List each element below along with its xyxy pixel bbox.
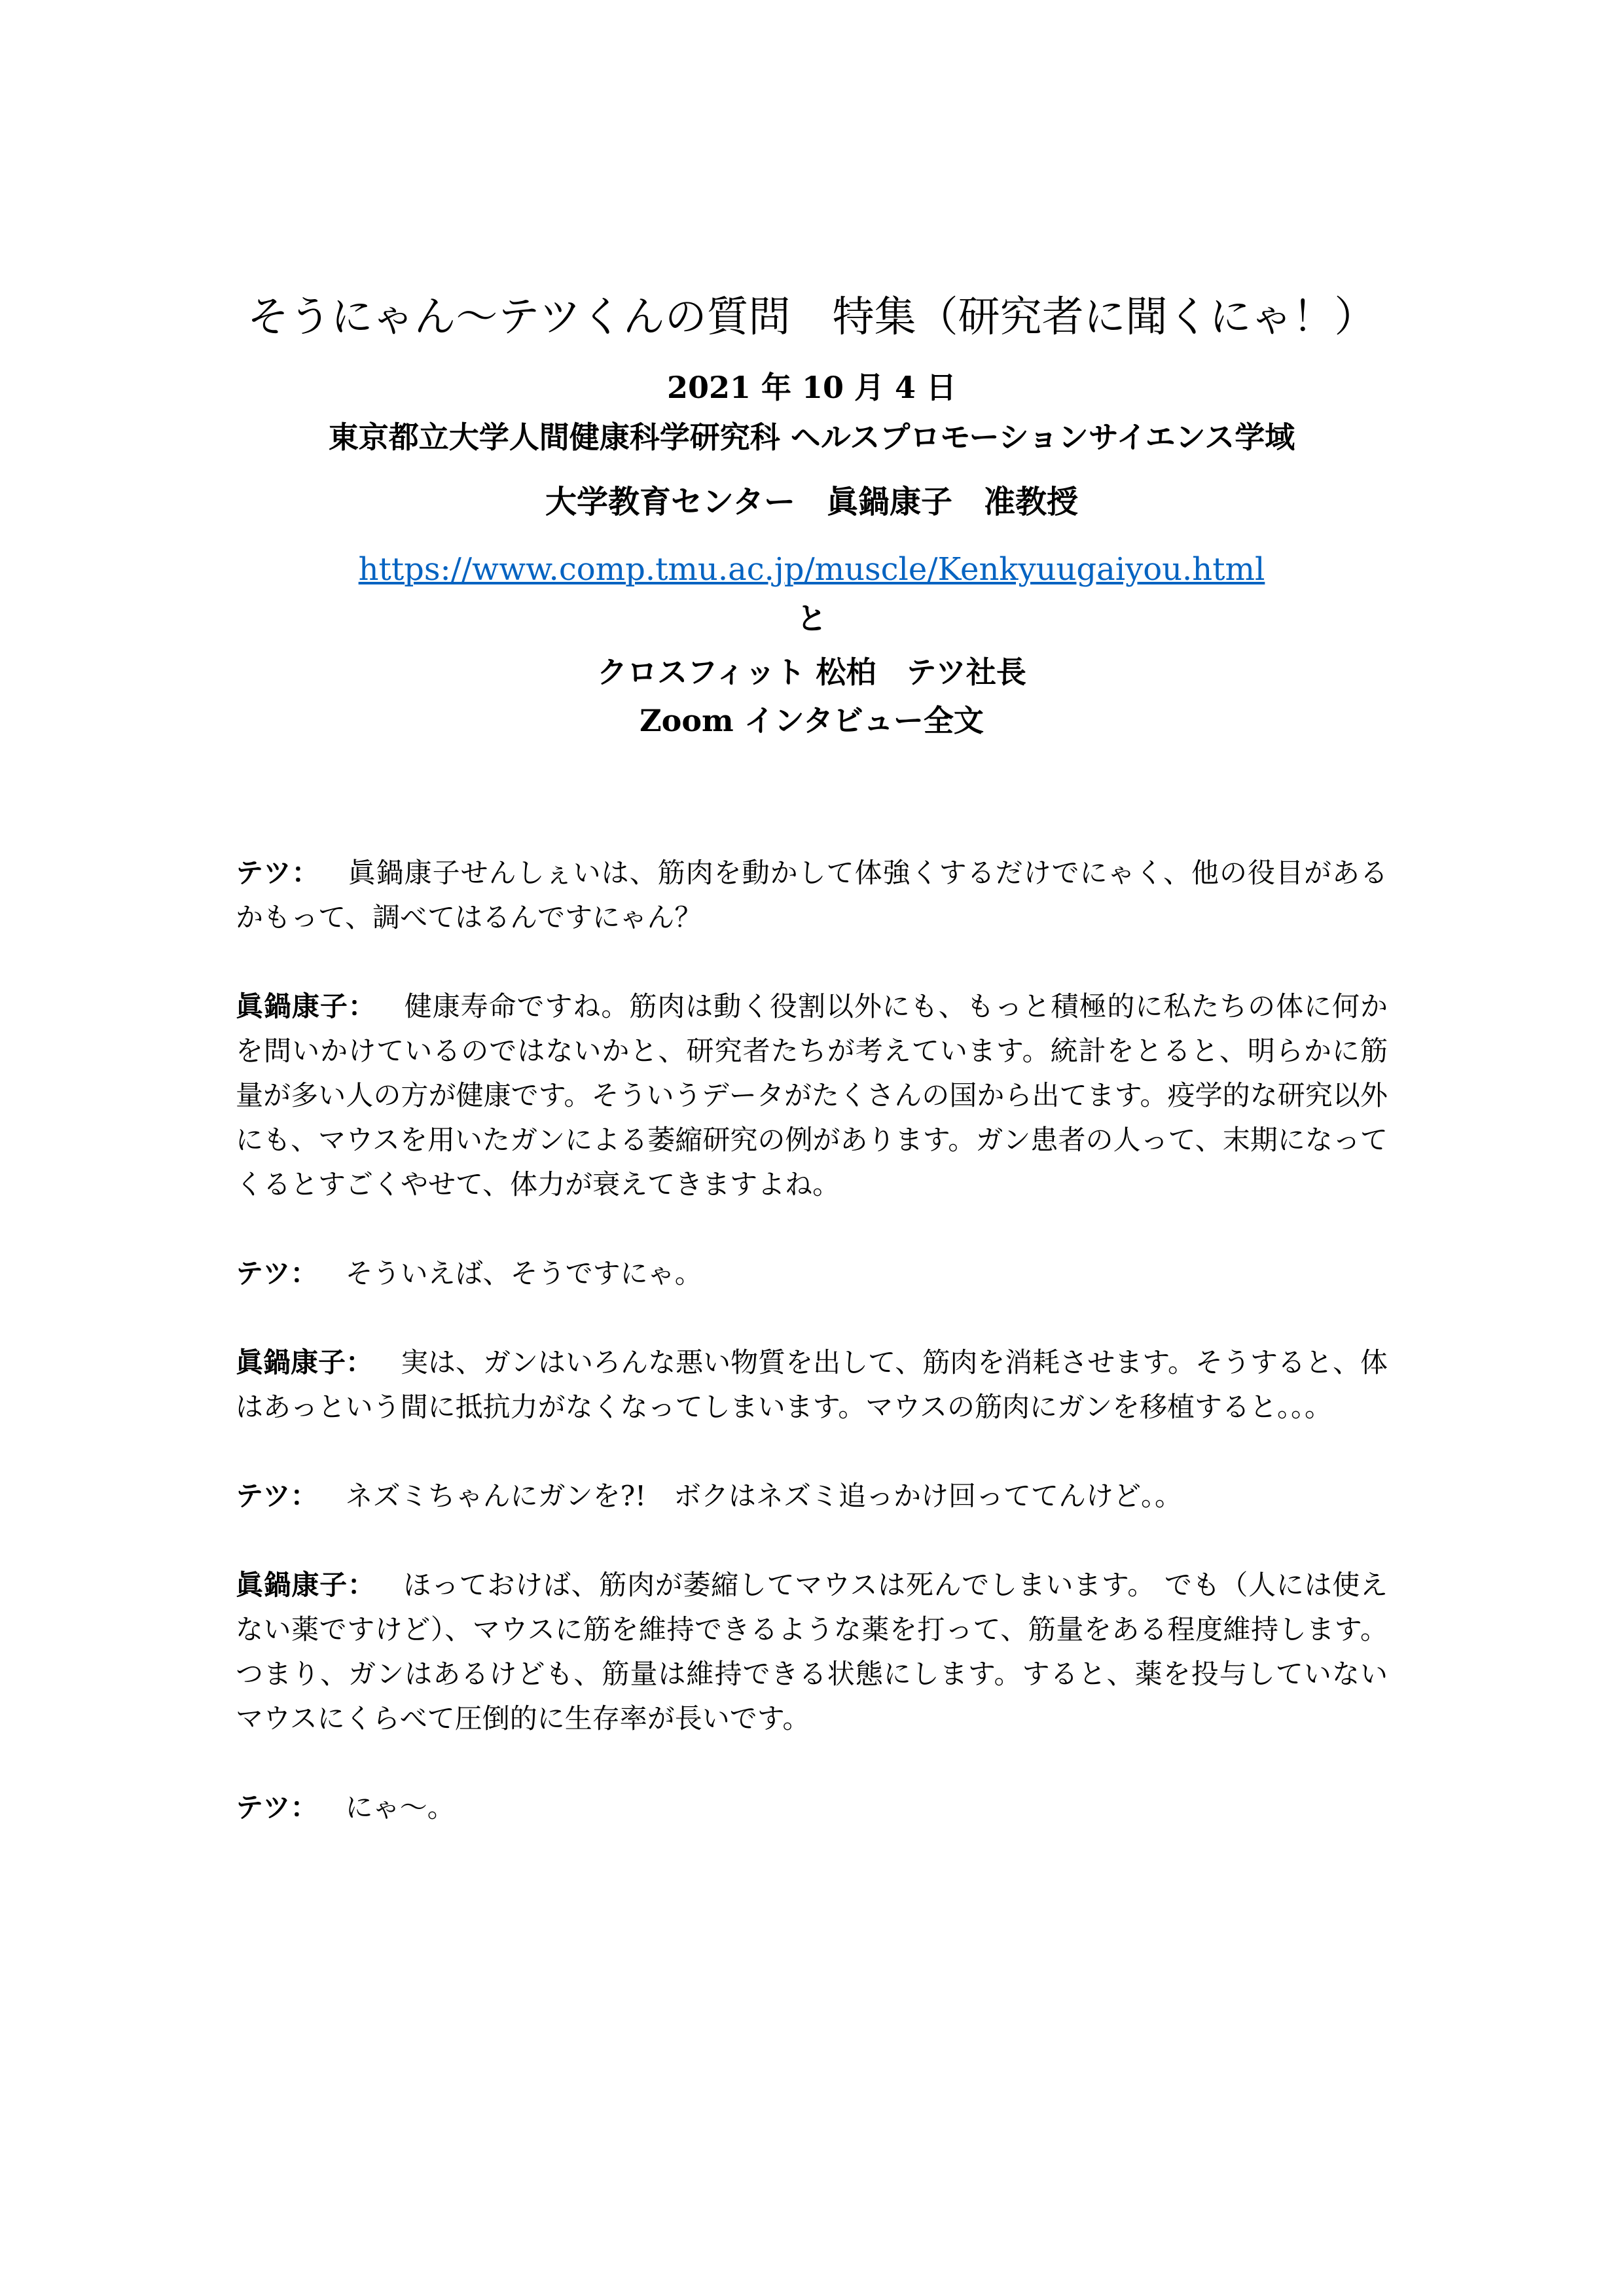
dialogue-text: にゃ〜。 bbox=[345, 1791, 455, 1823]
speaker-label: 眞鍋康子： bbox=[236, 1346, 374, 1378]
publication-date: 2021 年 10 月 4 日 bbox=[666, 370, 957, 405]
dialogue-text: ネズミちゃんにガンを?! ボクはネズミ追っかけ回っててんけど。。 bbox=[345, 1480, 1182, 1512]
dialogue-turn bbox=[236, 984, 1388, 1207]
dialogue-body bbox=[236, 851, 1388, 1874]
conjunction: と bbox=[797, 601, 827, 636]
research-url-link[interactable]: https://www.comp.tmu.ac.jp/muscle/Kenkyuugaiyou.html bbox=[358, 551, 1265, 588]
speaker-label: 眞鍋康子： bbox=[236, 1569, 376, 1601]
affiliation: 東京都立大学人間健康科学研究科 ヘルスプロモーションサイエンス学域 bbox=[328, 420, 1295, 455]
dialogue-turn bbox=[236, 1340, 1388, 1429]
dialogue-turn bbox=[236, 1563, 1388, 1741]
dialogue-text: 実は、ガンはいろんな悪い物質を出して、筋肉を消耗させます。そうすると、体はあっという間に抵抗力がなくなってしまいます。マウスの筋肉にガンを移植すると。。。 bbox=[236, 1346, 1388, 1423]
dialogue-turn bbox=[236, 1251, 1388, 1296]
speaker-label: テツ： bbox=[236, 1480, 318, 1512]
page-title: そうにゃん〜テツくんの質問 特集（研究者に聞くにゃ！） bbox=[247, 293, 1377, 342]
guest-name: クロスフィット 松柏 テツ社長 bbox=[597, 655, 1026, 690]
dialogue-text: 眞鍋康子せんしぇいは、筋肉を動かして体強くするだけでにゃく、他の役目があるかもって、調べてはるんですにゃん？ bbox=[236, 857, 1388, 933]
dialogue-text: ほっておけば、筋肉が萎縮してマウスは死んでしまいます。 でも（人には使えない薬ですけど）、マウスに筋を維持できるような薬を打って、筋量をある程度維持します。つまり、ガンはあるけども、筋量は維持できる状態にします。すると、薬を投与していないマウスにくらべて圧倒的に生存率が長いです。 bbox=[236, 1569, 1388, 1734]
dialogue-text: 健康寿命ですね。筋肉は動く役割以外にも、もっと積極的に私たちの体に何かを問いかけているのではないかと、研究者たちが考えています。統計をとると、明らかに筋量が多い人の方が健康です。そういうデータがたくさんの国から出てます。疫学的な研究以外にも、マウスを用いたガンによる萎縮研究の例があります。ガン患者の人って、末期になってくるとすごくやせて、体力が衰えてきますよね。 bbox=[236, 990, 1388, 1200]
dialogue-text: そういえば、そうですにゃ。 bbox=[345, 1257, 702, 1289]
speaker-label: テツ： bbox=[236, 1791, 318, 1823]
document-header bbox=[236, 281, 1388, 744]
speaker-label: テツ： bbox=[236, 857, 320, 889]
dialogue-turn bbox=[236, 1785, 1388, 1830]
dialogue-turn bbox=[236, 1474, 1388, 1518]
interview-label: Zoom インタビュー全文 bbox=[640, 703, 984, 738]
speaker-label: テツ： bbox=[236, 1257, 318, 1289]
speaker-label: 眞鍋康子： bbox=[236, 990, 376, 1022]
dialogue-turn bbox=[236, 851, 1388, 940]
researcher-name: 大学教育センター 眞鍋康子 准教授 bbox=[545, 484, 1079, 520]
